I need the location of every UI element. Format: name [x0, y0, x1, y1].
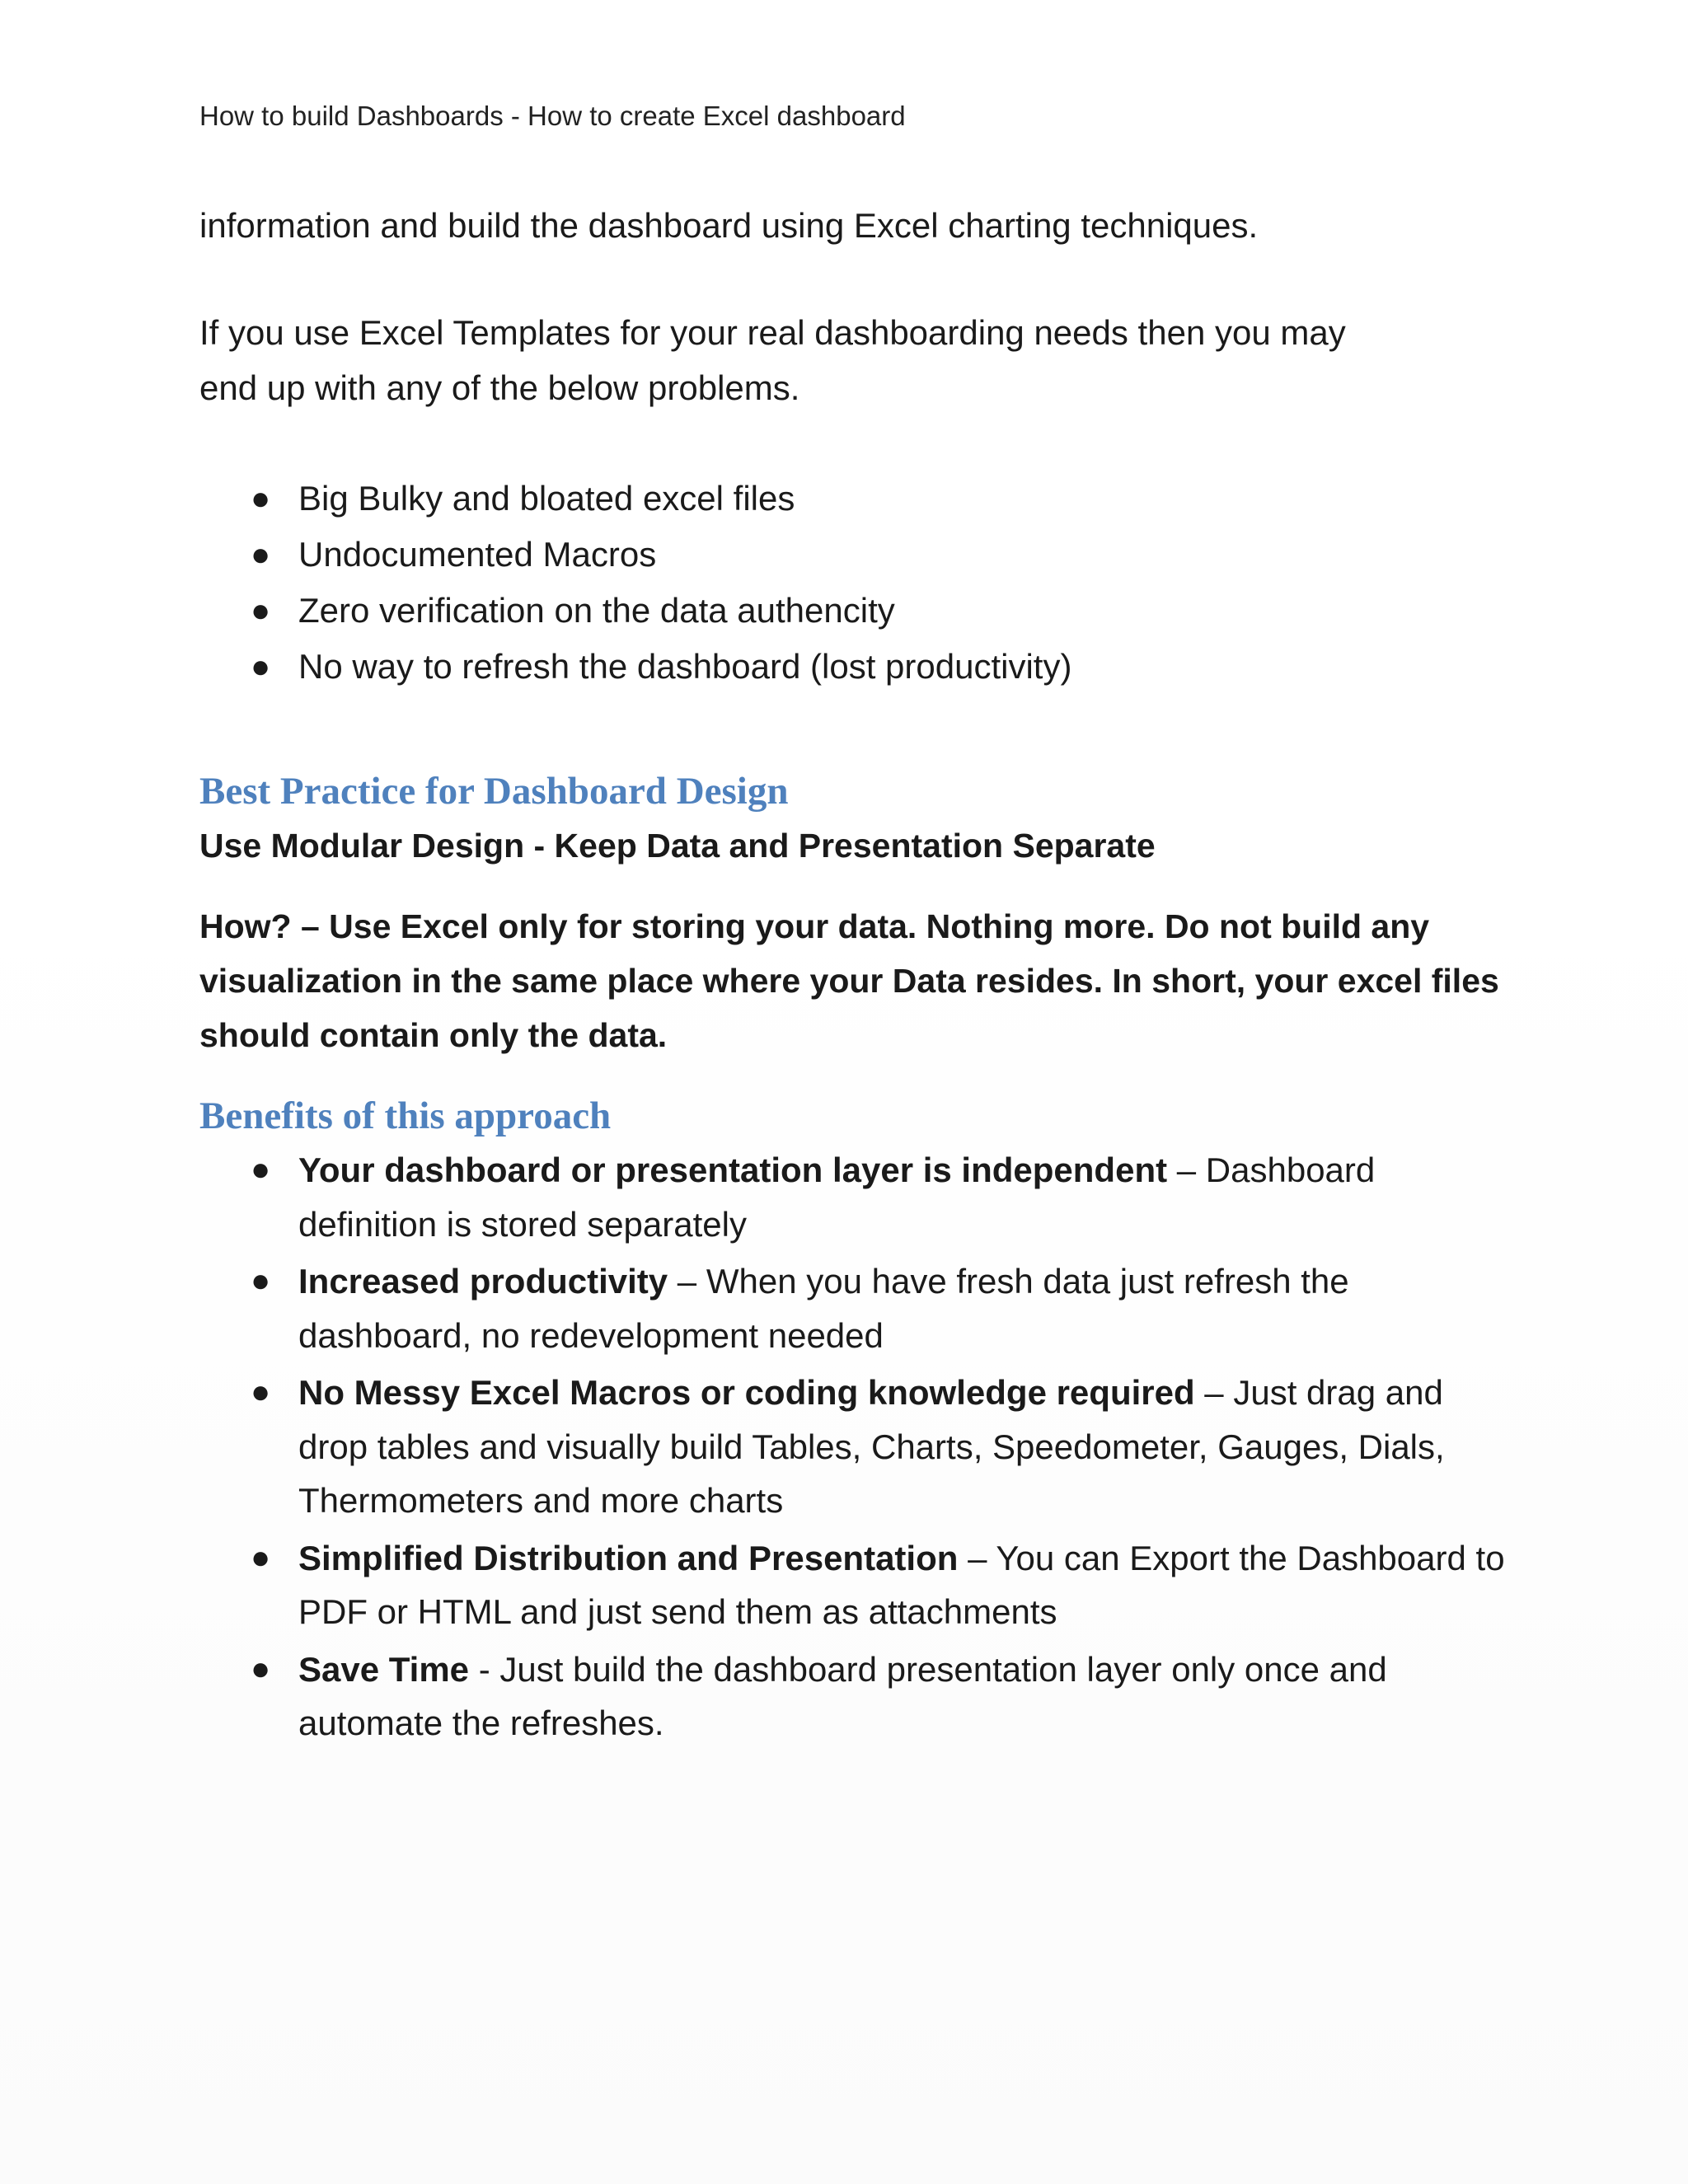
list-item	[199, 1143, 1518, 1251]
benefit-title: Simplified Distribution and Presentation	[298, 1538, 959, 1577]
bullet-icon: ●	[251, 593, 271, 629]
problem-text: Zero verification on the data authencity	[298, 591, 895, 630]
problem-text: Undocumented Macros	[298, 535, 657, 574]
benefit-title: No Messy Excel Macros or coding knowledge required	[298, 1373, 1195, 1412]
list-item	[199, 527, 1518, 583]
bullet-icon: ●	[251, 1374, 271, 1410]
bullet-icon: ●	[251, 1539, 271, 1576]
benefit-title: Increased productivity	[298, 1262, 668, 1301]
bullet-icon: ●	[251, 1263, 271, 1299]
bullet-icon: ●	[251, 649, 271, 685]
bullet-icon: ●	[251, 1650, 271, 1687]
bullet-icon: ●	[251, 1151, 271, 1188]
page-header: How to build Dashboards - How to create Excel dashboard	[199, 101, 906, 131]
benefit-text: – Just drag and drop tables and visually build Tables, Charts, Speedometer, Gauges, Dials, Thermometers and more charts	[298, 1373, 1445, 1520]
problems-list	[199, 471, 1518, 695]
page-content	[199, 198, 1518, 1754]
intro-paragraph-1: information and build the dashboard using Excel charting techniques.	[199, 206, 1259, 245]
benefit-text: – When you have fresh data just refresh the dashboard, no redevelopment needed	[298, 1262, 1349, 1355]
list-item	[199, 639, 1518, 695]
benefit-title: Save Time	[298, 1649, 470, 1689]
benefits-list	[199, 1143, 1518, 1750]
benefit-text: – Dashboard definition is stored separately	[298, 1151, 1376, 1244]
bullet-icon: ●	[251, 480, 271, 517]
list-item	[199, 1366, 1518, 1528]
intro-paragraph-2: If you use Excel Templates for your real dashboarding needs then you may end up with any of the below problems.	[199, 313, 1346, 407]
list-item	[199, 471, 1518, 527]
list-item	[199, 583, 1518, 639]
benefit-text: – You can Export the Dashboard to PDF or HTML and just send them as attachments	[298, 1538, 1505, 1631]
problem-text: Big Bulky and bloated excel files	[298, 479, 795, 518]
list-item	[199, 1531, 1518, 1639]
best-practice-heading: Best Practice for Dashboard Design	[199, 770, 789, 813]
best-practice-subheading: Use Modular Design - Keep Data and Presentation Separate	[199, 827, 1156, 865]
list-item	[199, 1254, 1518, 1362]
benefit-text: - Just build the dashboard presentation layer only once and automate the refreshes.	[298, 1649, 1387, 1742]
bullet-icon: ●	[251, 537, 271, 573]
benefits-heading: Benefits of this approach	[199, 1094, 612, 1137]
list-item	[199, 1643, 1518, 1750]
how-paragraph: How? – Use Excel only for storing your data. Nothing more. Do not build any visualization in the same place where your Data resides. In short, your excel files should contain only the data.	[199, 907, 1499, 1054]
problem-text: No way to refresh the dashboard (lost productivity)	[298, 647, 1072, 686]
benefit-title: Your dashboard or presentation layer is independent	[298, 1151, 1168, 1189]
